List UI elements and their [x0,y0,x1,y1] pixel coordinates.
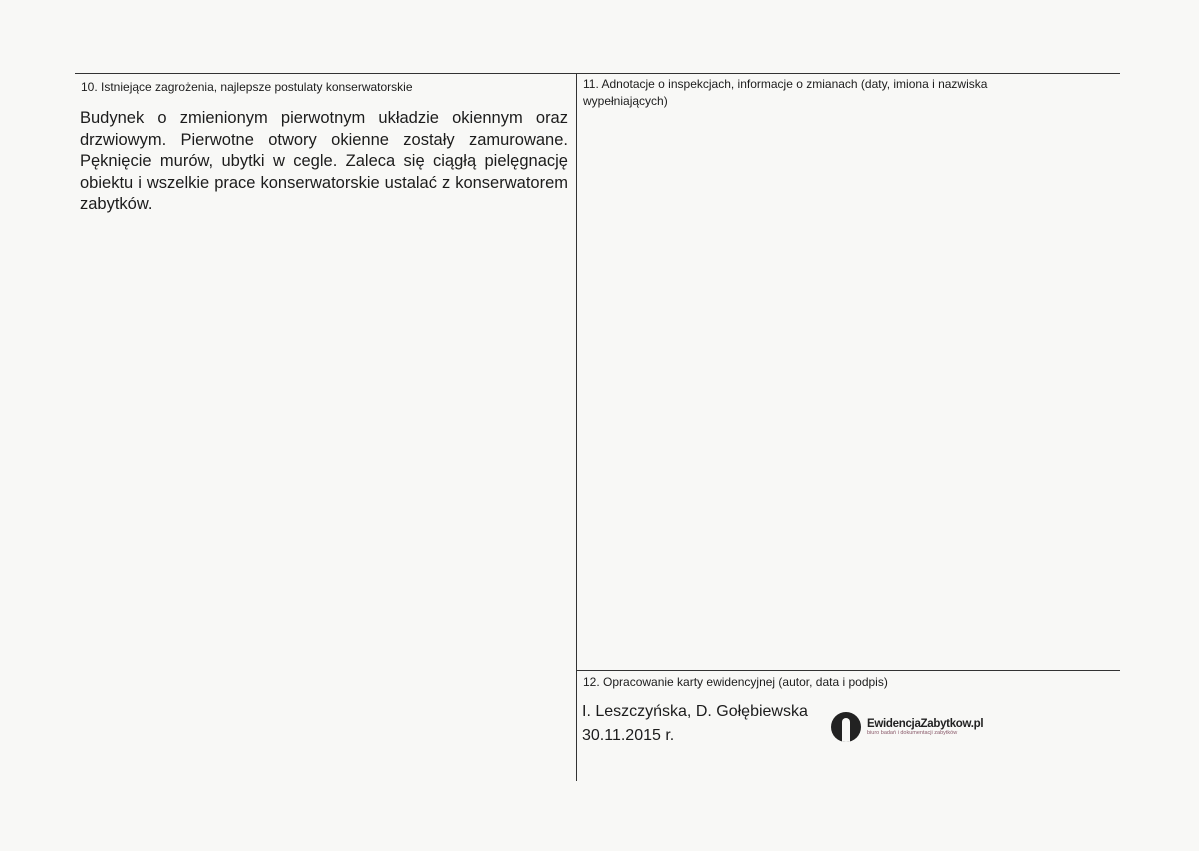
date: 30.11.2015 r. [582,727,675,744]
section12-header: 12. Opracowanie karty ewidencyjnej (autor, data i podpis) [583,675,888,689]
authors: I. Leszczyńska, D. Gołębiewska [582,703,808,720]
column-divider [576,73,577,781]
section10-text: Budynek o zmienionym pierwotnym układzie okiennym oraz drzwiowym. Pierwotne otwory okienne zostały zamurowane. Pęknięcie murów, ubytki w cegle. Zaleca się ciągłą pielęgnację obiektu i wszelkie prace konserwatorskie ustalać z konserwatorem zabytków. [80,109,568,213]
logo-subtitle: biuro badań i dokumentacji zabytków [867,730,958,736]
section12-rule [576,670,1120,671]
section11-header: 11. Adnotacje o inspekcjach, informacje o zmianach (daty, imiona i nazwiska wypełniających) [583,77,988,108]
section10-header: 10. Istniejące zagrożenia, najlepsze postulaty konserwatorskie [81,80,413,94]
logo [831,712,983,742]
logo-title: EwidencjaZabytkow.pl [867,718,984,730]
logo-icon [831,712,861,742]
signature-block [582,700,808,748]
top-rule [75,73,1120,74]
